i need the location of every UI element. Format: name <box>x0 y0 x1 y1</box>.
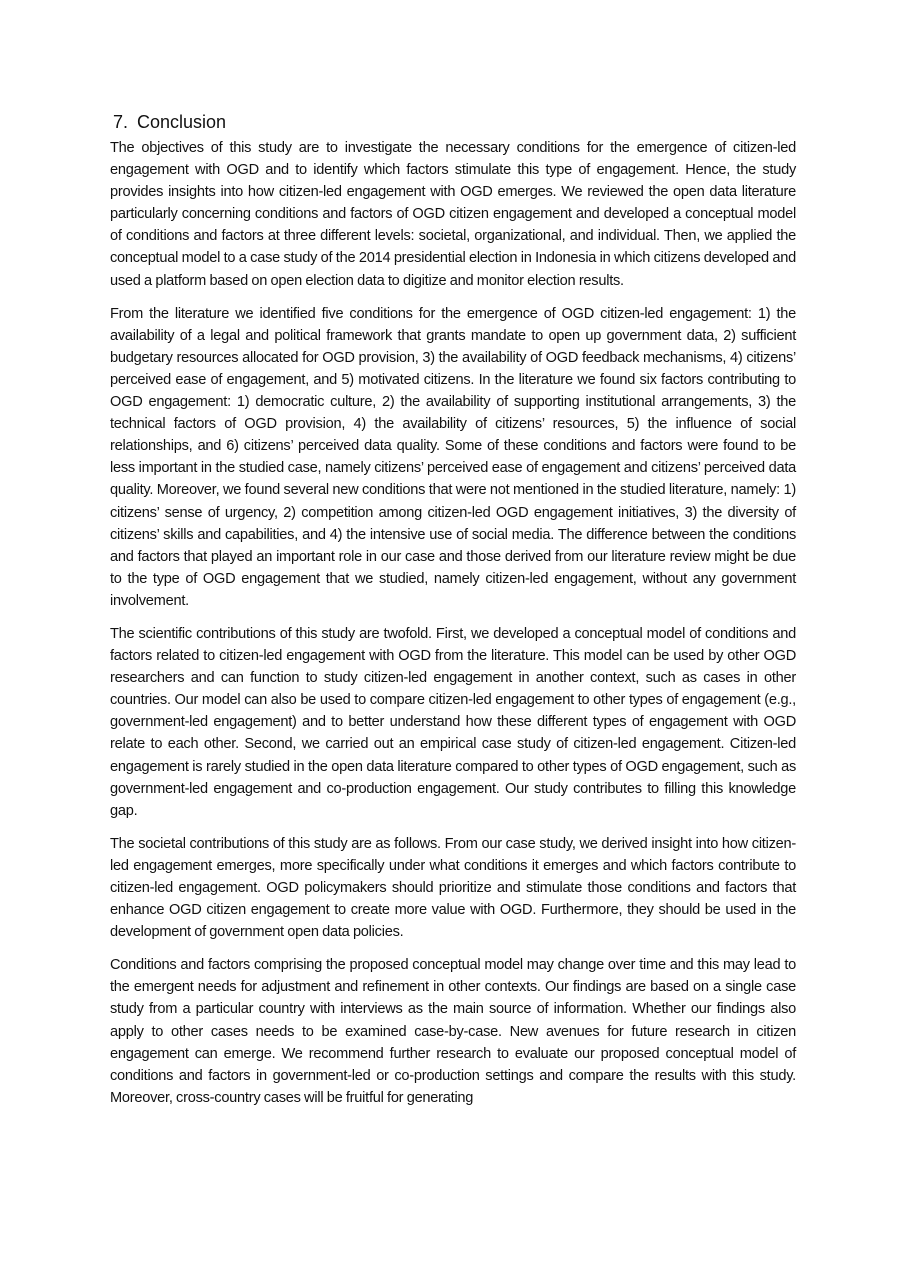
section-heading <box>113 110 796 134</box>
paragraph-limitations-future-research: Conditions and factors comprising the proposed conceptual model may change over time and this may lead to the emergent needs for adjustment and refinement in other contexts. Our findings are based on a single case study from a particular country with interviews as the main source of information. Whether our findings also apply to other cases needs to be examined case-by-case. New avenues for future research in citizen engagement can emerge. We recommend further research to evaluate our proposed conceptual model of conditions and factors in government-led or co-production settings and compare the results with this study. Moreover, cross-country cases will be fruitful for generating <box>110 957 796 1106</box>
paragraph-scientific-contributions: The scientific contributions of this study are twofold. First, we developed a conceptual model of conditions and factors related to citizen-led engagement with OGD from the literature. This model can be used by other OGD researchers and can function to study citizen-led engagement in another context, such as cases in other countries. Our model can also be used to compare citizen-led engagement to other types of engagement (e.g., government-led engagement) and to better understand how these different types of engagement with OGD relate to each other. Second, we carried out an empirical case study of citizen-led engagement. Citizen-led engagement is rarely studied in the open data literature compared to other types of OGD engagement, such as government-led engagement and co-production engagement. Our study contributes to filling this knowledge gap. <box>110 625 796 819</box>
section-number: 7. <box>113 112 129 132</box>
document-page <box>110 110 796 1120</box>
paragraph-societal-contributions: The societal contributions of this study are as follows. From our case study, we derived insight into how citizen-led engagement emerges, more specifically under what conditions it emerges and which factors contribute to citizen-led engagement. OGD policymakers should prioritize and stimulate those conditions and factors that enhance OGD citizen engagement to create more value with OGD. Furthermore, they should be used in the development of government open data policies. <box>110 835 796 941</box>
paragraph-literature-findings: From the literature we identified five conditions for the emergence of OGD citizen-led engagement: 1) the availability of a legal and political framework that grants mandate to open up government data, 2) sufficient budgetary resources allocated for OGD provision, 3) the availability of OGD feedback mechanisms, 4) citizens’ perceived ease of engagement, and 5) motivated citizens. In the literature we found six factors contributing to OGD engagement: 1) democratic culture, 2) the availability of supporting institutional arrangements, 3) the technical factors of OGD provision, 4) the availability of citizens’ resources, 5) the influence of social relationships, and 6) citizens’ perceived data quality. Some of these conditions and factors were found to be less important in the studied case, namely citizens’ perceived ease of engagement and citizens’ perceived data quality. Moreover, we found several new conditions that were not mentioned in the studied literature, namely: 1) citizens’ sense of urgency, 2) competition among citizen-led OGD engagement initiatives, 3) the diversity of citizens’ skills and capabilities, and 4) the intensive use of social media. The difference between the conditions and factors that played an important role in our case and those derived from our literature review might be due to the type of OGD engagement that we studied, namely citizen-led engagement, without any government involvement. <box>110 305 796 609</box>
paragraph-objectives: The objectives of this study are to investigate the necessary conditions for the emergence of citizen-led engagement with OGD and to identify which factors stimulate this type of engagement. Hence, the study provides insights into how citizen-led engagement with OGD emerges. We reviewed the open data literature particularly concerning conditions and factors of OGD citizen engagement and developed a conceptual model of conditions and factors at three different levels: societal, organizational, and individual. Then, we applied the conceptual model to a case study of the 2014 presidential election in Indonesia in which citizens developed and used a platform based on open election data to digitize and monitor election results. <box>110 140 796 289</box>
section-title: Conclusion <box>137 112 227 132</box>
